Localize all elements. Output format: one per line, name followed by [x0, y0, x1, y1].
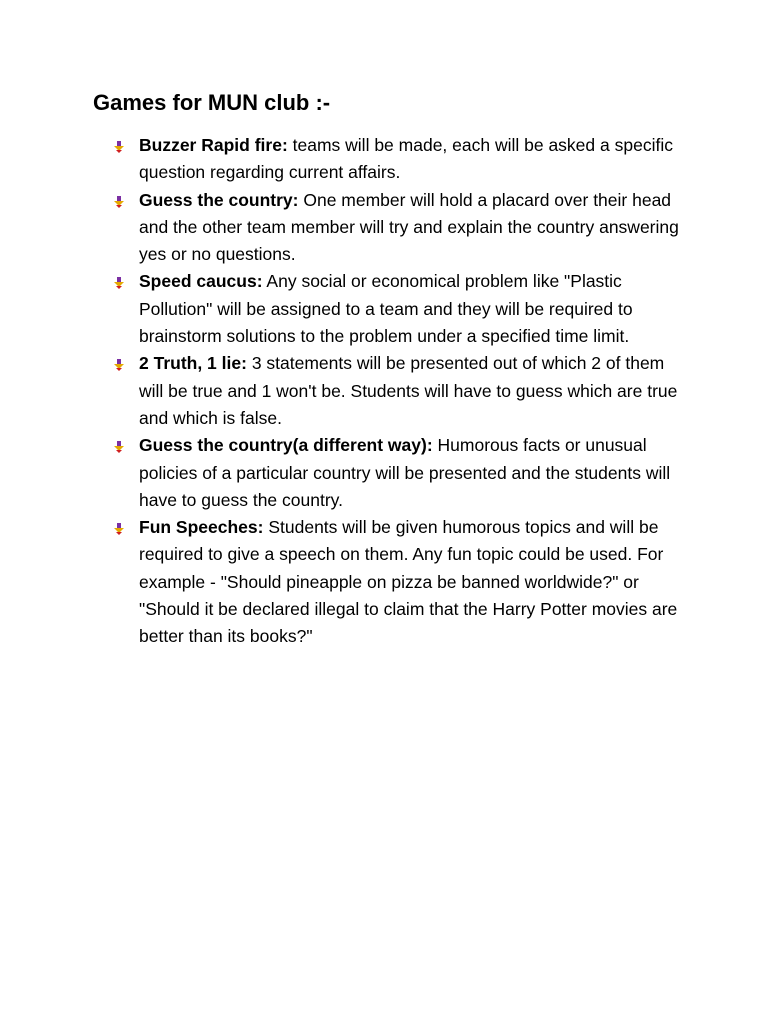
- down-arrow-bullet-icon: [113, 441, 125, 453]
- down-arrow-bullet-icon: [113, 277, 125, 289]
- down-arrow-bullet-icon: [113, 523, 125, 535]
- list-item: [113, 268, 683, 350]
- list-item: [113, 187, 683, 269]
- games-list: [113, 132, 683, 651]
- down-arrow-bullet-icon: [113, 196, 125, 208]
- game-description: Any social or economical problem like "Plastic Pollution" will be assigned to a team and they will be required to brainstorm solutions to the problem under a specified time limit.: [139, 271, 633, 347]
- game-name: Speed caucus:: [139, 271, 263, 292]
- list-item: [113, 514, 683, 650]
- list-item: [113, 432, 683, 514]
- game-name: Guess the country:: [139, 189, 299, 210]
- game-name: Guess the country(a different way):: [139, 435, 433, 456]
- game-description: Students will be given humorous topics and will be required to give a speech on them. Any fun topic could be used. For example - "Should pineapple on pizza be banned worldwide?" or "Should it be declared illegal to claim that the Harry Potter movies are better than its books?": [139, 517, 678, 647]
- document-title: Games for MUN club :-: [93, 90, 331, 115]
- game-name: Fun Speeches:: [139, 517, 264, 538]
- game-description: teams will be made, each will be asked a specific question regarding current affairs.: [139, 135, 673, 183]
- down-arrow-bullet-icon: [113, 359, 125, 371]
- list-item: [113, 132, 683, 187]
- game-description: 3 statements will be presented out of which 2 of them will be true and 1 won't be. Students will have to guess which are true and which is false.: [139, 353, 678, 428]
- game-name: 2 Truth, 1 lie:: [139, 353, 247, 374]
- game-name: Buzzer Rapid fire:: [139, 135, 288, 155]
- list-item: [113, 350, 683, 432]
- down-arrow-bullet-icon: [113, 141, 125, 153]
- game-description: Humorous facts or unusual policies of a particular country will be presented and the students will have to guess the country.: [139, 435, 671, 510]
- game-description: One member will hold a placard over their head and the other team member will try and explain the country answering yes or no questions.: [139, 189, 679, 265]
